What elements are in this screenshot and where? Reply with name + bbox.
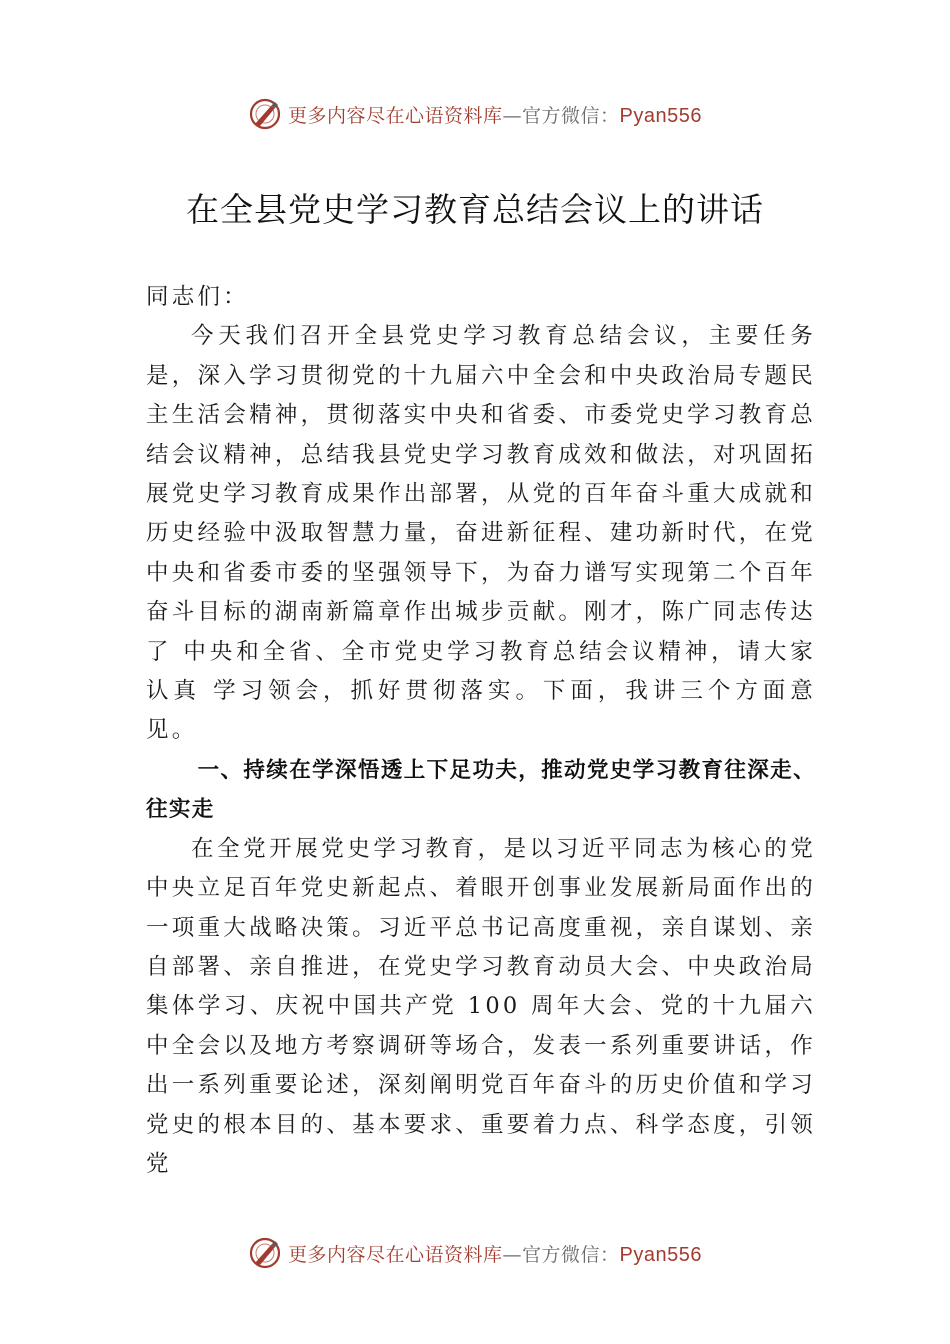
section-heading: 一、持续在学深悟透上下足功夫，推动党史学习教育往深走、往实走 [146, 757, 816, 823]
intro-paragraph: 今天我们召开全县党史学习教育总结会议，主要任务是，深入学习贯彻党的十九届六中全会和中央政治局专题民主生活会精神，贯彻落实中央和省委、市委党史学习教育总结会议精神，总结我县党史学习教育成效和做法，对巩固拓展党史学习教育成果作出部署，从党的百年奋斗重大成就和历史经验中汲取智慧力量，奋进新征程、建功新时代，在党中央和省委市委的坚强领导下，为奋力谱写实现第二个百年奋斗目标的湖南新篇章作出城步贡献。刚才，陈广同志传达了 中央和全省、全市党史学习教育总结会议精神，请大家认真 学习领会，抓好贯彻落实。下面，我讲三个方面意见。 [146, 323, 816, 744]
watermark-wechat-id: Pyan556 [619, 104, 702, 127]
watermark-separator: — [502, 1243, 523, 1266]
watermark-slogan: 更多内容尽在心语资料库 [288, 1243, 503, 1266]
salutation: 同志们： [146, 284, 249, 310]
watermark-wechat-label: 官方微信： [522, 1243, 620, 1266]
header-watermark [0, 94, 950, 134]
document-title: 在全县党史学习教育总结会议上的讲话 [186, 190, 764, 229]
watermark-wechat-id: Pyan556 [619, 1243, 702, 1266]
footer-watermark [0, 1233, 950, 1273]
document-body [146, 278, 816, 1184]
watermark-separator: — [502, 104, 523, 127]
section-paragraph: 在全党开展党史学习教育，是以习近平同志为核心的党中央立足百年党史新起点、着眼开创事业发展新局面作出的一项重大战略决策。习近平总书记高度重视，亲自谋划、亲自部署、亲自推进，在党史学习教育动员大会、中央政治局集体学习、庆祝中国共产党 100 周年大会、党的十九届六中全会以及地方考察调研等场合，发表一系列重要讲话，作出一系列重要论述，深刻阐明党百年奋斗的历史价值和学习党史的根本目的、基本要求、重要着力点、科学态度，引领党 [146, 835, 816, 1177]
watermark-text [288, 101, 702, 128]
watermark-wechat-label: 官方微信： [522, 104, 620, 127]
watermark-text [288, 1240, 702, 1267]
watermark-slogan: 更多内容尽在心语资料库 [288, 104, 503, 127]
pen-seal-icon [248, 97, 282, 131]
pen-seal-icon [248, 1236, 282, 1270]
